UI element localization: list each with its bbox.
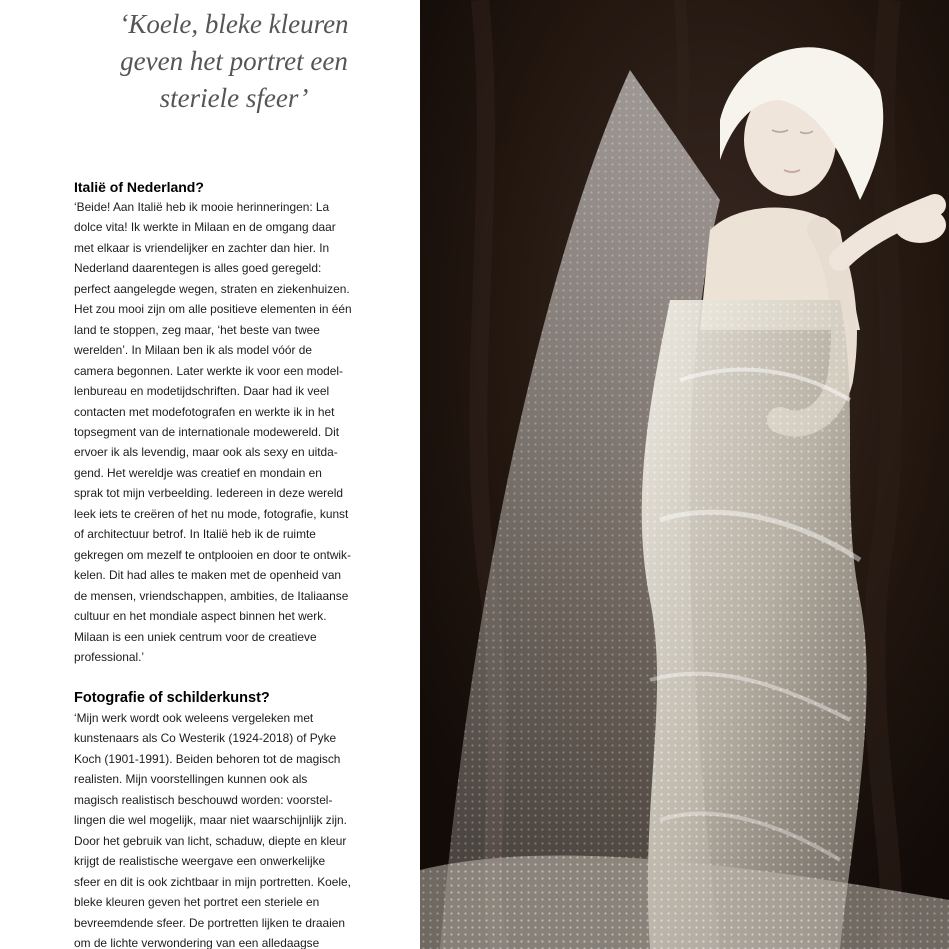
pull-quote-line: steriele sfeer’ (159, 83, 309, 113)
section-body (74, 708, 414, 949)
pull-quote (84, 6, 384, 117)
body-line: kunstenaars als Co Westerik (1924-2018) of Pyke (74, 731, 337, 746)
body-line: sfeer en dit is ook zichtbaar in mijn portretten. Koele, (74, 874, 351, 889)
body-line: gekregen om mezelf te ontplooien en door te ontwik- (74, 547, 351, 562)
section-body (74, 197, 414, 667)
pull-quote-line: ‘Koele, bleke kleuren (119, 9, 349, 39)
portrait-photo-icon (420, 0, 949, 949)
body-line: lenbureau en modetijdschriften. Daar had ik veel (74, 384, 330, 399)
body-line: dolce vita! Ik werkte in Milaan en de omgang daar (74, 220, 336, 235)
body-line: perfect aangelegde wegen, straten en ziekenhuizen. (74, 281, 350, 296)
body-line: lingen die wel mogelijk, maar niet waarschijnlijk zijn. (74, 813, 347, 828)
body-line: Koch (1901-1991). Beiden behoren tot de magisch (74, 751, 341, 766)
body-line: bleke kleuren geven het portret een steriele en (74, 895, 320, 910)
body-line: Milaan is een uniek centrum voor de creatieve (74, 629, 317, 644)
body-line: ‘Beide! Aan Italië heb ik mooie herinneringen: La (74, 200, 330, 214)
pull-quote-line: geven het portret een (120, 46, 348, 76)
portrait-photo-svg (420, 0, 949, 949)
body-line: ervoer ik als levendig, maar ook als sexy en uitda- (74, 445, 338, 460)
body-line: gend. Het wereldje was creatief en mondain en (74, 465, 322, 480)
body-line: Door het gebruik van licht, schaduw, diepte en kleur (74, 833, 347, 848)
section-heading: Italië of Nederland? (74, 179, 204, 195)
body-line: topsegment van de internationale modewereld. Dit (74, 424, 340, 439)
body-line: professional.’ (74, 649, 145, 664)
body-line: of architectuur betrof. In Italië heb ik de ruimte (74, 527, 316, 542)
body-line: land te stoppen, zeg maar, ‘het beste van twee (74, 322, 320, 337)
body-line: om de lichte verwondering van een alledaagse (74, 935, 320, 949)
body-line: magisch realistisch beschouwd worden: voorstel- (74, 792, 333, 807)
body-line: bevreemdende sfeer. De portretten lijken te draaien (74, 915, 346, 930)
body-line: Nederland daarentegen is alles goed geregeld: (74, 261, 322, 276)
body-line: ‘Mijn werk wordt ook weleens vergeleken met (74, 711, 314, 725)
body-line: krijgt de realistische weergave een onwerkelijke (74, 854, 326, 869)
body-line: sprak tot mijn verbeelding. Iedereen in deze wereld (74, 486, 344, 501)
body-line: camera begonnen. Later werkte ik voor een model- (74, 363, 344, 378)
body-line: Het zou mooi zijn om alle positieve elementen in één (74, 302, 352, 317)
body-line: realisten. Mijn voorstellingen kunnen ook als (74, 772, 308, 787)
body-line: leek iets te creëren of het nu mode, fotografie, kunst (74, 506, 349, 521)
text-column (0, 0, 420, 949)
section-heading: Fotografie of schilderkunst? (74, 690, 270, 706)
body-line: werelden’. In Milaan ben ik als model vóór de (74, 343, 312, 358)
body-line: contacten met modefotografen en werkte ik in het (74, 404, 335, 419)
body-line: met elkaar is vriendelijker en zachter dan hier. In (74, 240, 330, 255)
section-italie-nederland (74, 177, 414, 667)
body-line: de mensen, vriendschappen, ambities, de Italiaanse (74, 588, 349, 603)
body-line: cultuur en het mondiale aspect binnen het werk. (74, 609, 327, 624)
body-line: kelen. Dit had alles te maken met de openheid van (74, 568, 342, 583)
section-fotografie-schilderkunst (74, 688, 414, 949)
